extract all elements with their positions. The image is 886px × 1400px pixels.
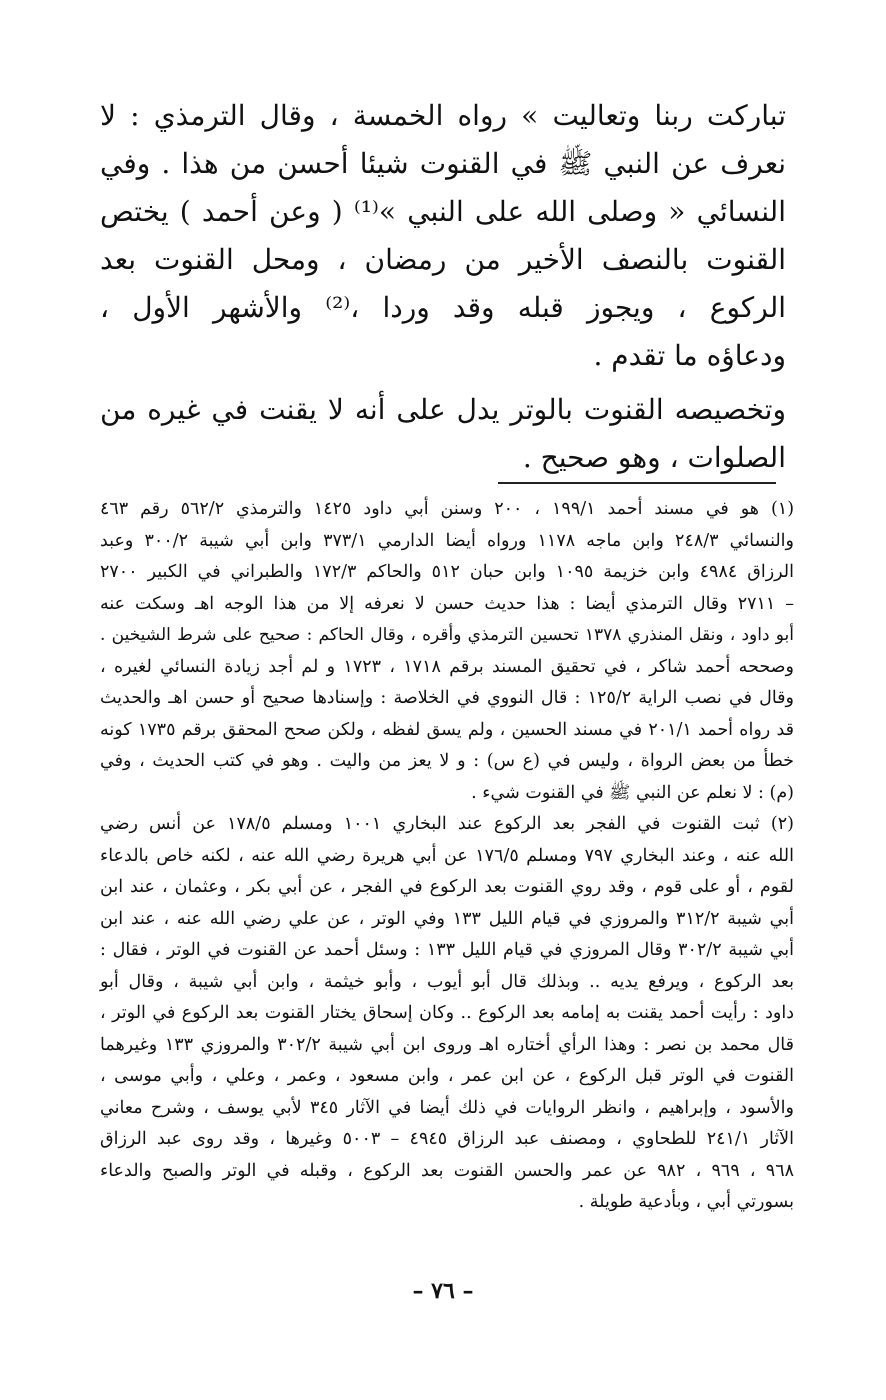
- text-line: الركوع ، ويجوز قبله وقد وردا ،⁽²⁾ والأشهر الأول ،: [100, 291, 786, 324]
- footnote-line: قد رواه أحمد ٢٠١/١ في مسند الحسين ، ولم يسق لفظه ، ولكن صحح المحقق برقم ١٧٣٥ كونه: [100, 719, 795, 740]
- paragraph: [100, 92, 786, 380]
- main-text: [100, 92, 786, 482]
- footnote-line: والنسائي ٢٤٨/٣ وابن ماجه ١١٧٨ ورواه أيضا الدارمي ٣٧٣/١ وابن أبي شيبة ٣٠٠/٢ وعبد: [100, 530, 794, 551]
- footnote-line: ٩٦٨ ، ٩٦٩ ، ٩٨٢ عن عمر والحسن القنوت بعد الركوع ، وقبله في الوتر والصبح والدعاء: [100, 1160, 794, 1181]
- footnote-line: لقوم ، أو على قوم ، وقد روي القنوت بعد الركوع في الفجر ، عن أبي بكر ، وعثمان ، عند ابن: [100, 877, 794, 897]
- footnote-2: [100, 809, 794, 1219]
- text-line: تباركت ربنا وتعاليت » رواه الخمسة ، وقال الترمذي : لا: [100, 99, 786, 132]
- text-line: ودعاؤه ما تقدم .: [593, 339, 786, 372]
- footnote-line: (٢) ثبت القنوت في الفجر بعد الركوع عند البخاري ١٠٠١ ومسلم ١٧٨/٥ عن أنس رضي: [100, 814, 794, 834]
- footnote-line: خطأ من بعض الرواة ، وليس في (ع س) : و لا يعز من واليت . وهو في كتب الحديث ، وفي: [100, 751, 794, 771]
- footnote-line: أبو داود ، ونقل المنذري ١٣٧٨ تحسين الترمذي وأقره ، وقال الحاكم : صحيح على شرط الشيخين .: [100, 625, 795, 645]
- footnote-line: أبي شيبة ٣١٢/٢ والمروزي في قيام الليل ١٣٣ وفي الوتر ، عن علي رضي الله عنه ، عند ابن: [100, 908, 794, 929]
- text-line: وتخصيصه القنوت بالوتر يدل على أنه لا يقنت في غيره من: [100, 393, 786, 426]
- page-number: – ٧٦ –: [412, 1278, 474, 1304]
- footnote-line: داود : رأيت أحمد يقنت به إمامه بعد الركوع .. وكان إسحاق يختار القنوت بعد الركوع في الوتر ،: [100, 1003, 794, 1023]
- footnote-line: (م) : لا نعلم عن النبي ﷺ في القنوت شيء .: [471, 782, 794, 803]
- footnote-line: بسورتي أبي ، وبأدعية طويلة .: [578, 1192, 794, 1212]
- text-line: نعرف عن النبي ﷺ في القنوت شيئا أحسن من هذا . وفي: [100, 147, 786, 180]
- footnote-line: وصححه أحمد شاكر ، في تحقيق المسند برقم ١٧١٨ ، ١٧٢٣ و لم أجد زيادة النسائي لغيره ،: [100, 656, 794, 677]
- footnote-line: الآثار ٢٤١/١ للطحاوي ، ومصنف عبد الرزاق ٤٩٤٥ – ٥٠٠٣ وغيرها ، وقد روى عبد الرزاق: [100, 1129, 795, 1149]
- footnote-1: [100, 494, 794, 809]
- footnote-line: والأسود ، وإبراهيم ، وانظر الروايات في ذلك أيضا في الآثار ٣٤٥ لأبي يوسف ، وشرح معاني: [100, 1097, 794, 1118]
- footnotes: [100, 494, 794, 1219]
- footnote-line: بعد الركوع ، ويرفع يديه .. وبذلك قال أبو أيوب ، وأبو خيثمة ، وابن أبي شيبة ، وقال أبو: [100, 971, 794, 992]
- footnote-line: الله عنه ، وعند البخاري ٧٩٧ ومسلم ١٧٦/٥ عن أبي هريرة رضي الله عنه ، لكنه خاص بالدعاء: [100, 845, 794, 866]
- text-line: الصلوات ، وهو صحيح .: [522, 441, 786, 474]
- footnote-line: الرزاق ٤٩٨٤ وابن خزيمة ١٠٩٥ وابن حبان ٥١٢ والحاكم ١٧٢/٣ والطبراني في الكبير ٢٧٠٠: [100, 562, 794, 582]
- text-line: النسائي « وصلى الله على النبي »⁽¹⁾ ( وعن أحمد ) يختص: [100, 195, 786, 228]
- footnote-line: وقال في نصب الراية ١٢٥/٢ : قال النووي في الخلاصة : وإسنادها صحيح أو حسن اهـ والحديث: [100, 688, 795, 708]
- footnote-line: قال محمد بن نصر : وهذا الرأي أختاره اهـ وروى ابن أبي شيبة ٣٠٢/٢ والمروزي ١٣٣ وغيرهما: [100, 1034, 794, 1055]
- footnote-line: – ٢٧١١ وقال الترمذي أيضا : هذا حديث حسن لا نعرفه إلا من هذا الوجه اهـ وسكت عنه: [100, 593, 794, 614]
- text-line: القنوت بالنصف الأخير من رمضان ، ومحل القنوت بعد: [100, 243, 786, 276]
- footnote-line: (١) هو في مسند أحمد ١٩٩/١ ، ٢٠٠ وسنن أبي داود ١٤٢٥ والترمذي ٥٦٢/٢ رقم ٤٦٣: [100, 499, 795, 519]
- footnote-separator: [498, 482, 776, 484]
- footnote-line: أبي شيبة ٣٠٢/٢ وقال المروزي في قيام الليل ١٣٣ : وسئل أحمد عن القنوت في الوتر ، فقال :: [100, 940, 794, 960]
- footnote-line: القنوت في الوتر قبل الركوع ، عن ابن عمر ، وابن مسعود ، وعمر ، وعلي ، وأبي موسى ،: [100, 1066, 794, 1086]
- paragraph: [100, 386, 786, 482]
